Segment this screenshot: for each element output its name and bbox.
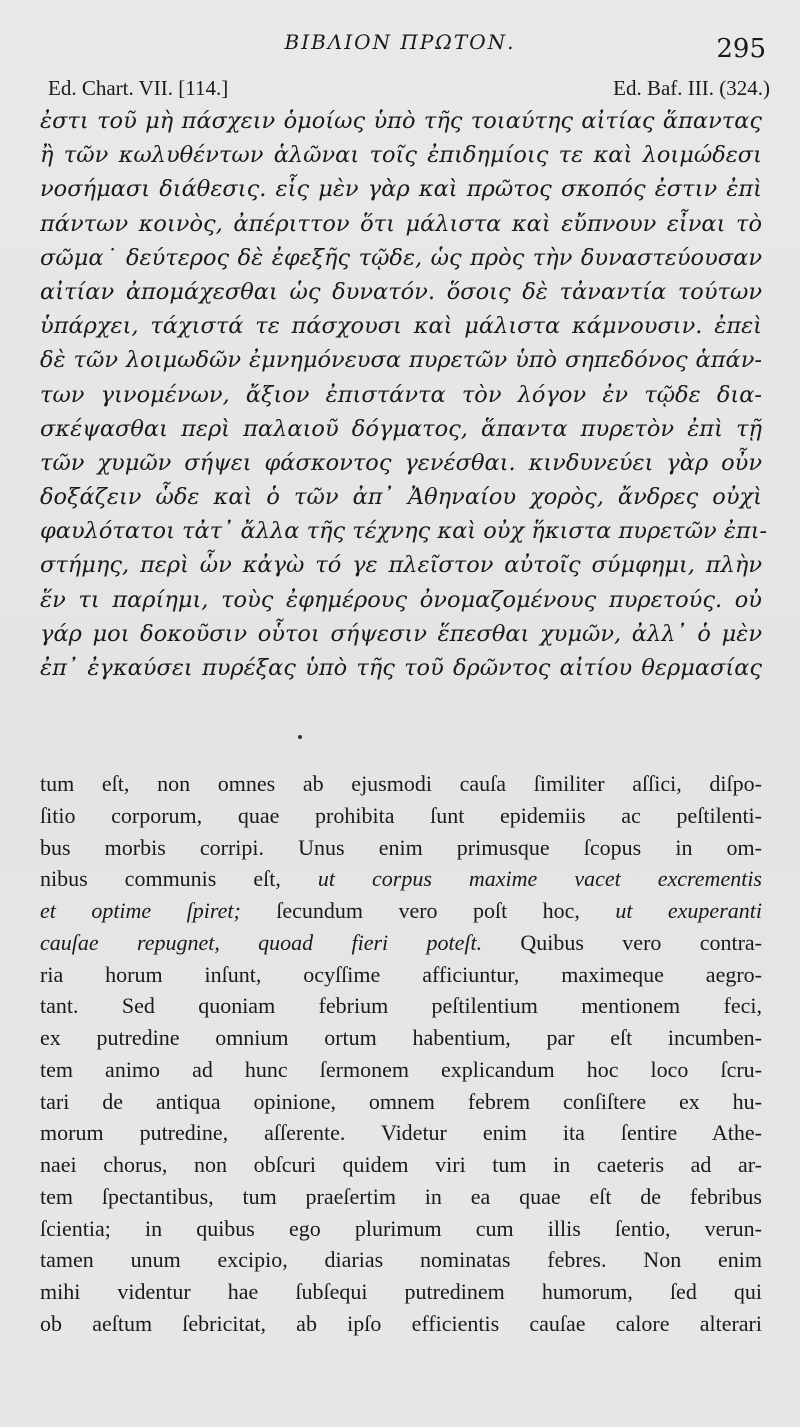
- latin-segment: morum putredine, aſſerente. Videtur enim ita ſentire Athe-: [40, 1120, 762, 1146]
- latin-line: [40, 800, 762, 832]
- greek-line: σκέψασθαι περὶ παλαιοῦ δόγματος, ἅπαντα πυρετὸν ἐπὶ τῇ: [40, 415, 762, 442]
- latin-segment: mihi videntur hae ſubſequi putredinem humorum, ſed qui: [40, 1279, 762, 1304]
- latin-line: [40, 927, 762, 959]
- latin-segment: Quibus vero contra-: [482, 929, 763, 955]
- ink-mark: [298, 735, 302, 739]
- latin-segment: ſecundum vero poſt hoc,: [240, 898, 616, 923]
- greek-line: ὑπάρχει, τάχιστά τε πάσχουσι καὶ μάλιστα κάμνουσιν. ἐπεὶ: [40, 313, 762, 340]
- running-head: ΒΙΒΛΙΟΝ ΠΡΩΤΟΝ.: [284, 30, 516, 54]
- latin-segment: ſitio corporum, quae prohibita ſunt epidemiis ac peſtilenti-: [40, 802, 762, 828]
- latin-text-block: [40, 768, 762, 1340]
- greek-line: στήμης, περὶ ὧν κἀγὼ τό γε πλεῖστον αὐτοῖς σύμφημι, πλὴν: [40, 552, 762, 579]
- latin-line: [40, 1181, 762, 1213]
- greek-text-block: [40, 104, 768, 685]
- latin-segment: tum eſt, non omnes ab ejusmodi cauſa ſimiliter aſſici, diſpo-: [40, 771, 762, 796]
- greek-line: τῶν χυμῶν σήψει φάσκοντος γενέσθαι. κινδυνεύει γὰρ οὖν: [40, 449, 762, 476]
- greek-line: πάντων κοινὸς, ἀπέριττον ὅτι μάλιστα καὶ εὔπνουν εἶναι τὸ: [40, 210, 762, 237]
- greek-line: αἰτίαν ἀπομάχεσθαι ὡς δυνατόν. ὅσοις δὲ τἀναντία τούτων: [40, 278, 762, 305]
- greek-line: σῶμα˙ δεύτερος δὲ ἐφεξῆς τῷδε, ὡς πρὸς τὴν δυναστεύουσαν: [40, 244, 762, 271]
- latin-line: [40, 895, 762, 927]
- latin-segment: ria horum inſunt, ocyſſime afficiuntur, maximeque aegro-: [40, 961, 762, 987]
- latin-line: [40, 1086, 762, 1118]
- latin-line: [40, 832, 762, 864]
- latin-italic-segment: cauſae repugnet, quoad fieri poteſt.: [40, 929, 483, 955]
- latin-segment: tamen unum excipio, diarias nominatas febres. Non enim: [40, 1247, 762, 1273]
- greek-line: δοξάζειν ὧδε καὶ ὁ τῶν ἀπ᾿ Ἀθηναίου χορὸς, ἄνδρες οὐχὶ: [40, 484, 762, 511]
- latin-line: [40, 1276, 762, 1308]
- greek-line: γάρ μοι δοκοῦσιν οὗτοι σήψεσιν ἕπεσθαι χυμῶν, ἀλλ᾿ ὁ μὲν: [40, 620, 762, 647]
- latin-segment: tem animo ad hunc ſermonem explicandum hoc loco ſcru-: [40, 1056, 762, 1082]
- latin-line: [40, 990, 762, 1022]
- latin-italic-segment: ut corpus maxime vacet excrementis: [317, 866, 762, 892]
- latin-segment: nibus communis eſt,: [40, 866, 318, 892]
- edition-reference-right: Ed. Baf. III. (324.): [613, 76, 770, 100]
- greek-line: ἐστι τοῦ μὴ πάσχειν ὁμοίως ὑπὸ τῆς τοιαύτης αἰτίας ἅπαντας: [40, 108, 762, 134]
- latin-segment: bus morbis corripi. Unus enim primusque ſcopus in om-: [40, 834, 762, 860]
- greek-line: φαυλότατοι τἀτ᾿ ἄλλα τῆς τέχνης καὶ οὐχ ἥκιστα πυρετῶν ἐπι-: [40, 518, 768, 545]
- latin-line: [40, 959, 762, 991]
- greek-line: των γινομένων, ἄξιον ἐπιστάντα τὸν λόγον ἐν τῷδε δια-: [40, 381, 762, 408]
- latin-line: [40, 768, 762, 800]
- latin-segment: ob aeſtum ſebricitat, ab ipſo efficientis cauſae calore alterari: [40, 1310, 762, 1336]
- latin-line: [40, 863, 762, 895]
- latin-segment: tant. Sed quoniam febrium peſtilentium mentionem feci,: [40, 993, 762, 1019]
- latin-line: [40, 1308, 762, 1340]
- latin-italic-segment: et optime ſpiret;: [40, 898, 241, 923]
- latin-line: [40, 1149, 762, 1181]
- latin-line: [40, 1213, 762, 1245]
- latin-line: [40, 1244, 762, 1276]
- greek-line: δὲ τῶν λοιμωδῶν ἐμνημόνευσα πυρετῶν ὑπὸ σηπεδόνος ἁπάν-: [40, 347, 762, 374]
- latin-segment: ſcientia; in quibus ego plurimum cum illis ſentio, verun-: [40, 1215, 762, 1241]
- latin-line: [40, 1117, 762, 1149]
- latin-line: [40, 1054, 762, 1086]
- latin-italic-segment: ut exuperanti: [615, 898, 762, 923]
- latin-segment: tari de antiqua opinione, omnem febrem conſiſtere ex hu-: [40, 1088, 762, 1114]
- greek-line: ἢ τῶν κωλυθέντων ἁλῶναι τοῖς ἐπιδημίοις τε καὶ λοιμώδεσι: [40, 142, 762, 169]
- greek-line: νοσήμασι διάθεσις. εἷς μὲν γὰρ καὶ πρῶτος σκοπός ἐστιν ἐπὶ: [40, 176, 762, 203]
- latin-line: [40, 1022, 762, 1054]
- latin-segment: ex putredine omnium ortum habentium, par eſt incumben-: [40, 1025, 762, 1050]
- latin-segment: tem ſpectantibus, tum praeſertim in ea quae eſt de febribus: [40, 1183, 762, 1209]
- latin-segment: naei chorus, non obſcuri quidem viri tum in caeteris ad ar-: [40, 1152, 762, 1177]
- edition-reference-left: Ed. Chart. VII. [114.]: [48, 76, 229, 100]
- greek-line: ἕν τι παρίημι, τοὺς ἐφημέρους ὀνομαζομένους πυρετούς. οὐ: [40, 586, 762, 613]
- greek-line: ἐπ᾿ ἐγκαύσει πυρέξας ὑπὸ τῆς τοῦ δρῶντος αἰτίου θερμασίας: [40, 655, 762, 681]
- page-number: 295: [716, 34, 766, 64]
